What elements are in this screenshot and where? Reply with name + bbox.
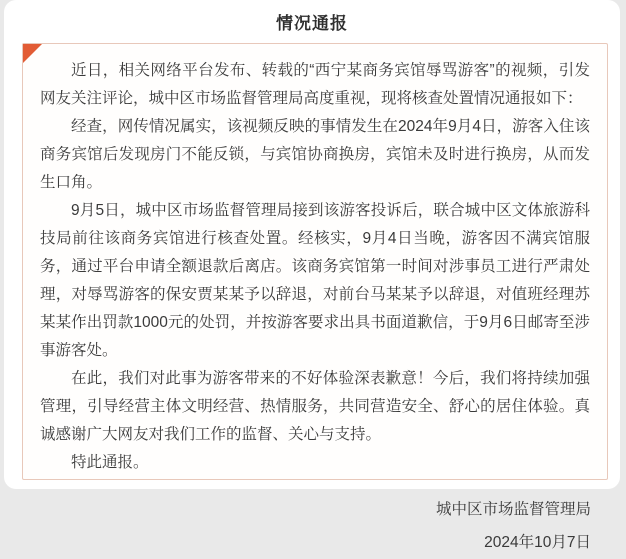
notice-paragraph-apology: 在此，我们对此事为游客带来的不好体验深表歉意！今后，我们将持续加强管理，引导经营主体文明经营、热情服务，共同营造安全、舒心的居住体验。真诚感谢广大网友对我们工作的监督、关心与支持。 xyxy=(40,370,590,443)
notice-paragraph-intro: 近日，相关网络平台发布、转载的“西宁某商务宾馆辱骂游客”的视频，引发网友关注评论，城中区市场监督管理局高度重视，现将核查处置情况通报如下： xyxy=(40,62,590,107)
signature-org: 城中区市场监督管理局 xyxy=(435,501,591,518)
page-title: 情况通报 xyxy=(276,14,348,33)
notice-paragraph-handling: 9月5日，城中区市场监督管理局接到该游客投诉后，联合城中区文体旅游科技局前往该商务宾馆进行核查处置。经核实，9月4日当晚，游客因不满宾馆服务，通过平台申请全额退款后离店。该商务宾馆第一时间对涉事员工进行严肃处理，对辱骂游客的保安贾某某予以辞退，对前台马某某予以辞退，对值班经理苏某某作出罚款1000元的处罚，并按游客要求出具书面道歉信，于9月6日邮寄至涉事游客处。 xyxy=(40,202,590,359)
notice-paragraph-closing: 特此通报。 xyxy=(71,454,149,471)
notice-body xyxy=(23,44,607,477)
corner-ribbon-icon xyxy=(23,44,42,63)
signature-block xyxy=(23,493,607,559)
notice-paragraph-facts: 经查，网传情况属实，该视频反映的事情发生在2024年9月4日，游客入住该商务宾馆后发现房门不能反锁，与宾馆协商换房，宾馆未及时进行换房，从而发生口角。 xyxy=(40,118,590,191)
notice-box xyxy=(22,43,608,551)
signature-date: 2024年10月7日 xyxy=(484,534,591,551)
notice-card xyxy=(4,0,620,551)
